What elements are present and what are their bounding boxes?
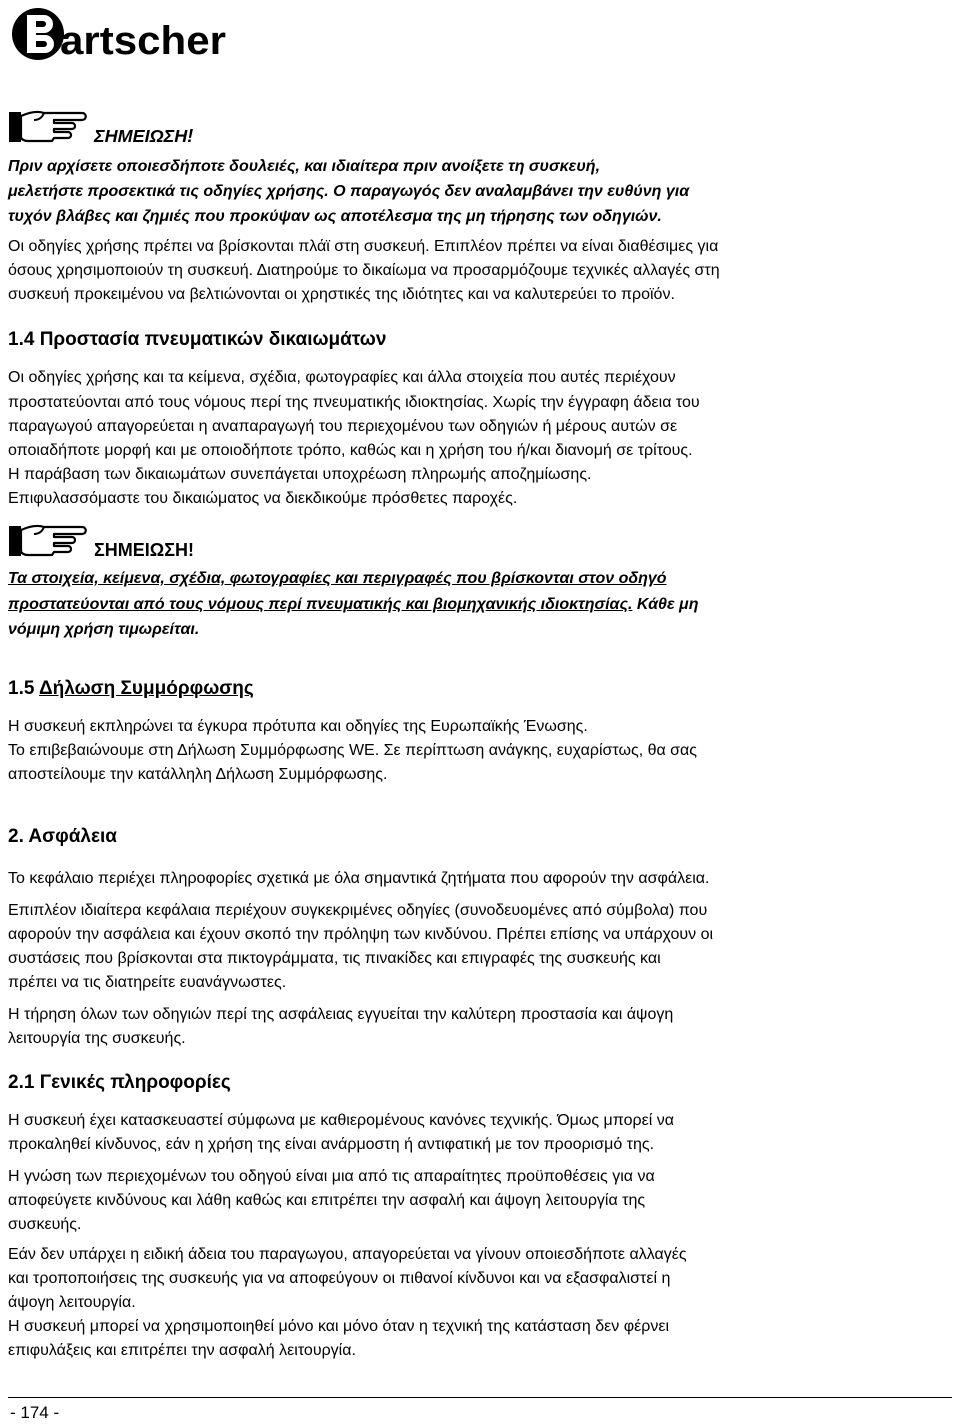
paragraph-line: Οι οδηγίες χρήσης πρέπει να βρίσκονται πλάϊ στη συσκευή. Επιπλέον πρέπει να είναι διαθέσιμες για: [8, 238, 719, 255]
paragraph-line: συσκευή προκειμένου να βελτιώνονται οι χρηστικές της ιδιότητες και να καλυτερεύει το προϊόν.: [8, 286, 675, 303]
page-number: - 174 -: [10, 1403, 60, 1422]
note-text-line: μελετήστε προσεκτικά τις οδηγίες χρήσης. Ο παραγωγός δεν αναλαμβάνει την ευθύνη για: [8, 183, 690, 200]
note-block-1: [8, 106, 952, 146]
paragraph-line: Το επιβεβαιώνουμε στη Δήλωση Συμμόρφωσης WE. Σε περίπτωση ανάγκης, ευχαρίστως, θα σας: [8, 742, 698, 759]
note-title: ΣΗΜΕΙΩΣΗ!: [94, 126, 194, 146]
bartscher-logo: [8, 2, 228, 66]
paragraph-line: Η συσκευή έχει κατασκευαστεί σύμφωνα με καθιερομένους κανόνες τεχνικής. Όμως μπορεί να: [8, 1112, 674, 1129]
paragraph-line: επιφυλάξεις και επιτρέπει την ασφαλή λειτουργία.: [8, 1342, 356, 1359]
section-number: 1.5: [8, 678, 39, 699]
section-heading-1-5: [8, 677, 254, 701]
paragraph-line: Η συσκευή μπορεί να χρησιμοποιηθεί μόνο και μόνο όταν η τεχνική της κατάσταση δεν φέρνει: [8, 1318, 670, 1335]
paragraph-line: παραγωγού απαγορεύεται η αναπαραγωγή του περιεχομένου των οδηγιών ή μέρους αυτών σε: [8, 418, 678, 435]
svg-text:artscher: artscher: [60, 19, 226, 63]
section-heading-1-4: 1.4 Προστασία πνευματικών δικαιωμάτων: [8, 329, 387, 350]
paragraph-line: προστατεύονται από τους νόμους περί της πνευματικής ιδιοκτησίας. Χωρίς την έγγραφη άδεια του: [8, 394, 700, 411]
paragraph-line: πρέπει να τις διατηρείτε ευανάγνωστες.: [8, 974, 287, 991]
pointing-hand-icon: [8, 106, 88, 146]
footer-divider: [8, 1397, 952, 1398]
note-text-line: προστατεύονται από τους νόμους περί πνευματικής και βιομηχανικής ιδιοκτησίας.: [8, 596, 633, 613]
paragraph-line: αποφεύγετε κινδύνους και λάθη καθώς και επιτρέπει την ασφαλή και άψογη λειτουργία της: [8, 1192, 646, 1209]
paragraph-line: Οι οδηγίες χρήσης και τα κείμενα, σχέδια, φωτογραφίες και άλλα στοιχεία που αυτές περιέχουν: [8, 369, 676, 386]
note-text-line: νόμιμη χρήση τιμωρείται.: [8, 621, 200, 638]
section-title: Δήλωση Συμμόρφωσης: [39, 678, 254, 699]
paragraph-line: Επιπλέον ιδιαίτερα κεφάλαια περιέχουν συγκεκριμένες οδηγίες (συνοδευομένες από σύμβολα) που: [8, 902, 708, 919]
paragraph-line: αφορούν την ασφάλεια και έχουν σκοπό την πρόληψη των κινδύνου. Πρέπει επίσης να υπάρχουν οι: [8, 926, 714, 943]
note-text-tail: Κάθε μη: [632, 596, 699, 613]
paragraph-line: Εάν δεν υπάρχει η ειδική άδεια του παραγωγου, απαγορεύεται να γίνουν οποιεσδήποτε αλλαγές: [8, 1246, 687, 1263]
pointing-hand-icon: [8, 520, 88, 560]
note-block-2: [8, 520, 952, 560]
note-title: ΣΗΜΕΙΩΣΗ!: [94, 540, 195, 560]
paragraph-line: άψογη λειτουργία.: [8, 1294, 136, 1311]
paragraph-line: Το κεφάλαιο περιέχει πληροφορίες σχετικά με όλα σημαντικά ζητήματα που αφορούν την ασφάλεια.: [8, 870, 710, 887]
paragraph-line: συστάσεις που βρίσκονται στα πικτογράμματα, τις πινακίδες και επιγραφές της συσκευής και: [8, 950, 661, 967]
paragraph-line: προκαληθεί κίνδυνος, εάν η χρήση της είναι ανάρμοστη ή αντιφατική με τον προορισμό της.: [8, 1136, 655, 1153]
paragraph-line: Επιφυλασσόμαστε του δικαιώματος να διεκδικούμε πρόσθετες παροχές.: [8, 490, 518, 507]
paragraph-line: Η γνώση των περιεχομένων του οδηγού είναι μια από τις απαραίτητες προϋποθέσεις για να: [8, 1168, 655, 1185]
paragraph-line: οποιαδήποτε μορφή και με οποιοδήποτε τρόπο, καθώς και η χρήση του ή/και διανομή σε τρίτους.: [8, 442, 693, 459]
section-heading-2: 2. Ασφάλεια: [8, 826, 117, 847]
paragraph-line: συσκευής.: [8, 1216, 82, 1233]
paragraph-line: αποστείλουμε την κατάλληλη Δήλωση Συμμόρφωσης.: [8, 766, 388, 783]
paragraph-line: Η παράβαση των δικαιωμάτων συνεπάγεται υποχρέωση πληρωμής αποζημίωσης.: [8, 466, 592, 483]
note-text-line-group: [8, 594, 952, 616]
section-heading-2-1: 2.1 Γενικές πληροφορίες: [8, 1072, 231, 1093]
paragraph-line: όσους χρησιμοποιούν τη συσκευή. Διατηρούμε το δικαίωμα να προσαρμόζουμε τεχνικές αλλαγές στη: [8, 262, 720, 279]
note-text-line: Τα στοιχεία, κείμενα, σχέδια, φωτογραφίες και περιγραφές που βρίσκονται στον οδηγό: [8, 570, 667, 587]
paragraph-line: λειτουργία της συσκευής.: [8, 1030, 186, 1047]
note-text-line: Πριν αρχίσετε οποιεσδήποτε δουλειές, και ιδιαίτερα πριν ανοίξετε τη συσκευή,: [8, 158, 601, 175]
paragraph-line: και τροποποιήσεις της συσκευής για να αποφεύγουν οι πιθανοί κίνδυνοι και να εξασφαλιστεί η: [8, 1270, 671, 1287]
paragraph-line: Η συσκευή εκπληρώνει τα έγκυρα πρότυπα και οδηγίες της Ευρωπαϊκής Ένωσης.: [8, 718, 588, 735]
note-text-line: τυχόν βλάβες και ζημιές που προκύψαν ως αποτέλεσμα της μη τήρησης των οδηγιών.: [8, 208, 662, 225]
paragraph-line: Η τήρηση όλων των οδηγιών περί της ασφάλειας εγγυείται την καλύτερη προστασία και άψογη: [8, 1006, 674, 1023]
